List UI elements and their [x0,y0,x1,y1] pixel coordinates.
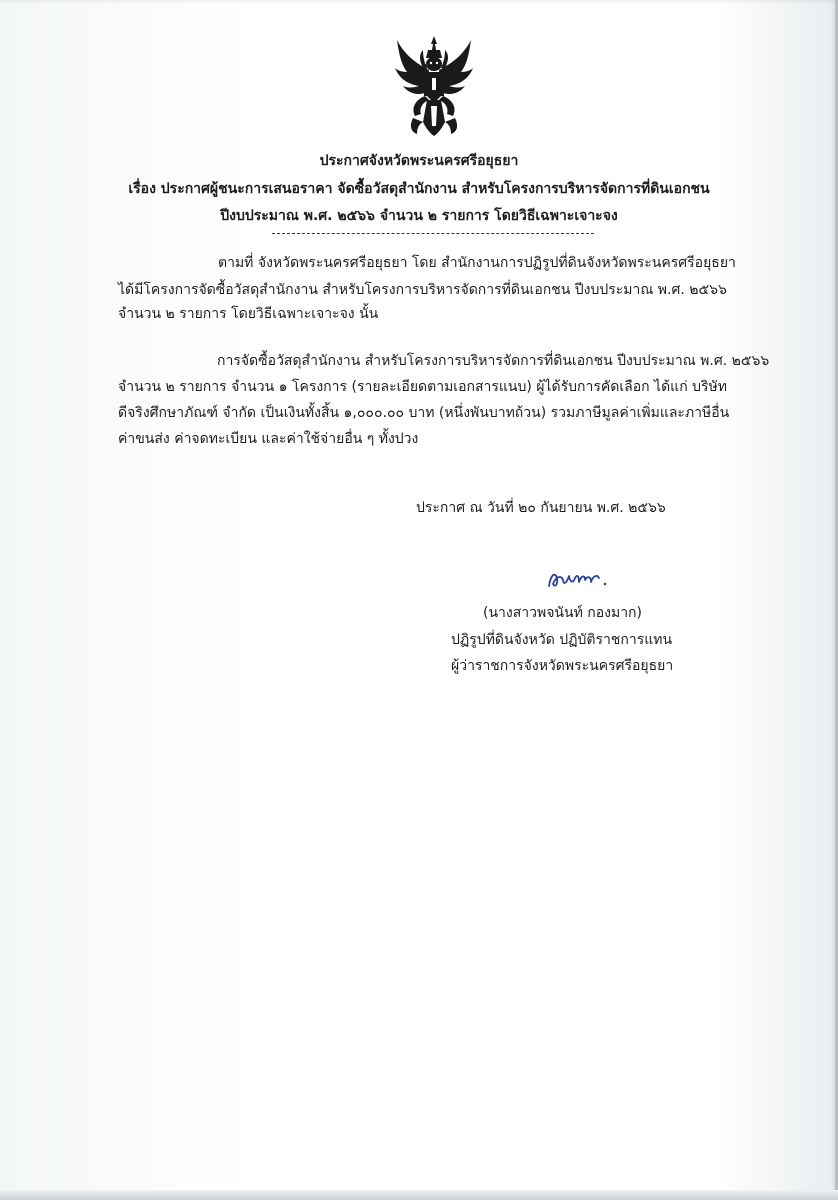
signatory-position-2: ผู้ว่าราชการจังหวัดพระนครศรีอยุธยา [451,658,674,674]
paragraph1-line: จำนวน ๒ รายการ โดยวิธีเฉพาะเจาะจง นั้น [118,306,379,322]
signatory-name: (นางสาวพจนันท์ กองมาก) [483,605,642,621]
announcement-subject-continued: ปีงบประมาณ พ.ศ. ๒๕๖๖ จำนวน ๒ รายการ โดยวิธีเฉพาะเจาะจง [220,208,618,224]
paragraph2-line: จำนวน ๒ รายการ จำนวน ๑ โครงการ (รายละเอียดตามเอกสารแนบ) ผู้ได้รับการคัดเลือก ได้แก่ บริษัท [118,379,727,395]
dashed-divider [272,233,594,234]
announcement-subject: เรื่อง ประกาศผู้ชนะการเสนอราคา จัดซื้อวัสดุสำนักงาน สำหรับโครงการบริหารจัดการที่ดินเอกชน [128,181,710,197]
announcement-date: ประกาศ ณ วันที่ ๒๐ กันยายน พ.ศ. ๒๕๖๖ [416,500,666,516]
paragraph2-line: ดีจริงศึกษาภัณฑ์ จำกัด เป็นเงินทั้งสิ้น ๑,๐๐๐.๐๐ บาท (หนึ่งพันบาทถ้วน) รวมภาษีมูลค่าเพิ่มและภาษีอื่น [118,405,730,421]
garuda-emblem-icon [393,34,475,138]
paragraph1-line: ตามที่ จังหวัดพระนครศรีอยุธยา โดย สำนักงานการปฏิรูปที่ดินจังหวัดพระนครศรีอยุธยา [218,255,736,271]
paragraph1-line: ได้มีโครงการจัดซื้อวัสดุสำนักงาน สำหรับโครงการบริหารจัดการที่ดินเอกชน ปีงบประมาณ พ.ศ. ๒๕๖๖ [118,282,727,298]
signatory-position: ปฏิรูปที่ดินจังหวัด ปฏิบัติราชการแทน [451,632,673,648]
announcement-title: ประกาศจังหวัดพระนครศรีอยุธยา [319,153,519,169]
handwritten-signature [545,564,615,594]
page-bottom-edge [0,1190,838,1200]
paragraph2-line: ค่าขนส่ง ค่าจดทะเบียน และค่าใช้จ่ายอื่น ๆ ทั้งปวง [118,431,419,447]
paragraph2-line: การจัดซื้อวัสดุสำนักงาน สำหรับโครงการบริหารจัดการที่ดินเอกชน ปีงบประมาณ พ.ศ. ๒๕๖๖ [217,353,770,369]
